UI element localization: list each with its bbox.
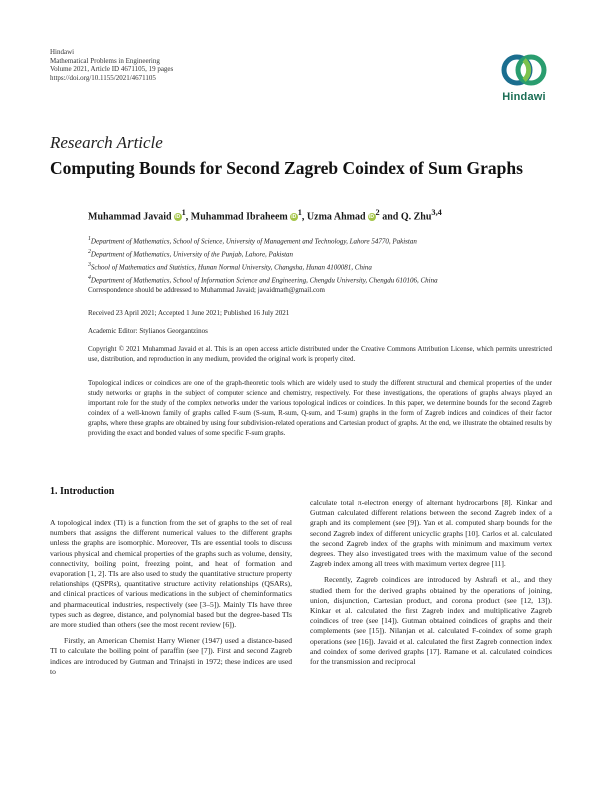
affiliations (88, 234, 558, 286)
journal-name: Mathematical Problems in Engineering (50, 56, 160, 65)
body-paragraph: Firstly, an American Chemist Harry Wiener (1947) used a distance-based TI to calculate the boiling point of paraffin (see [7]). First and second Zagreb indices are introduced by Gutman and Trinajsti in 1972; these indices are used to (50, 636, 292, 676)
right-column (310, 498, 552, 667)
orcid-icon[interactable]: iD (175, 214, 181, 221)
article-type: Research Article (50, 133, 163, 152)
orcid-icon[interactable]: iD (369, 214, 375, 221)
author-affiliation-mark: 2 (375, 208, 380, 217)
publication-dates: Received 23 April 2021; Accepted 1 June 2021; Published 16 July 2021 (88, 309, 290, 317)
publisher-name: Hindawi (50, 48, 75, 56)
author-name[interactable]: and Q. Zhu (382, 211, 432, 223)
copyright-notice: Copyright © 2021 Muhammad Javaid et al. This is an open access article distributed under the Creative Commons Attribution License, which permits unrestricted use, distribution, and reproduction in any medium, provided the original work is properly cited. (88, 345, 552, 363)
author-affiliation-mark: 1 (297, 208, 302, 217)
author-affiliation-mark: 1 (181, 208, 186, 217)
body-paragraph: calculate total π-electron energy of alternant hydrocarbons [8]. Kinkar and Gutman calculated different relations between the second Zagreb index of a graph and its complement (see [9]). Yan et al. computed sharp bounds for the second Zagreb index of different unicyclic graphs [10]. Carlos et al. calculated the second Zagreb index of the graphs with minimum and maximum vertex degrees. They also investigated trees with the maximum value of the second Zagreb index among all trees with maximum vertex degree [11]. (310, 498, 552, 569)
affiliation-item: $^4$Department of Mathematics, School of Information Science and Engineering, Chengdu University, Chengdu 610106, China (88, 275, 438, 285)
body-paragraph: A topological index (TI) is a function from the set of graphs to the set of real numbers that assigns the different numerical values to the different graphs unless the graphs are isomorphic. Moreover, TIs are essential tools to discuss various physical and chemical properties of the graphs such as volume, density, connectivity, boiling point, freezing point, and heat of formation and evaporation [1, 2]. TIs are also used to study the quantitative structure property relationships (QSPRs), quantitative structure activity relationships (QSARs), and clinical practices of various medications in the subject of cheminformatics and pharmaceutical industries, respectively (see [3–5]). Mainly TIs have three types such as degree, distance, and polynomial based but the degree-based TIs are more studied than others (see the most recent review [6]). (50, 518, 292, 630)
volume-info: Volume 2021, Article ID 4671105, 19 pages (50, 65, 174, 74)
author-name[interactable]: Muhammad Javaid (88, 211, 172, 223)
abstract-text: Topological indices or coindices are one of the graph-theoretic tools which are widely used to study the different structural and chemical properties of the under study networks or graphs in the subject of computer science and chemistry, respectively. For these investigations, the operations of graphs always played an important role for the study of the complex networks under the various topological indices or coindices. In this paper, we determine bounds for the second Zagreb coindex of a well-known family of graphs called F-sum (S-sum, R-sum, Q-sum, and T-sum) graphs in the form of Zagreb indices and coindices of their factor graphs, where these graphs are obtained by using four subdivision-related operations and Cartesian product of graphs. At the end, we illustrate the obtained results by providing the exact and bonded values of some specific F-sum graphs. (88, 379, 552, 437)
academic-editor: Academic Editor: Stylianos Georgantzinos (88, 327, 208, 335)
correspondence-note: Correspondence should be addressed to Muhammad Javaid; javaidmath@gmail.com (88, 286, 325, 294)
affiliation-item: $^2$Department of Mathematics, University of the Punjab, Lahore, Pakistan (88, 249, 294, 259)
doi-link[interactable]: https://doi.org/10.1155/2021/4671105 (50, 73, 156, 82)
left-column (50, 518, 292, 677)
author-name[interactable]: Muhammad Ibraheem (190, 211, 288, 223)
author-name[interactable]: Uzma Ahmad (306, 211, 366, 223)
author-affiliation-mark: 3,4 (431, 208, 442, 217)
journal-meta (50, 48, 173, 82)
affiliation-item: $^3$School of Mathematics and Statistics, Hunan Normal University, Changsha, Hunan 4100081, China (88, 262, 372, 272)
section-heading: 1. Introduction (50, 486, 115, 497)
orcid-icon[interactable]: iD (291, 214, 297, 221)
logo-wordmark: Hindawi (502, 91, 546, 103)
author-list: Muhammad Javaid $iD^1$, Muhammad Ibraheem $iD^1$, Uzma Ahmad $iD^2$ and Q. Zhu$^{3,4}$ (88, 208, 442, 223)
body-paragraph: Recently, Zagreb coindices are introduced by Ashrafi et al., and they studied them for the derived graphs obtained by the operations of joining, union, disjunction, Cartesian product, and corona product (see [12, 13]). Kinkar et al. calculated the first Zagreb index and multiplicative Zagreb coindices of tree (see [14]). Gutman obtained coindices of graphs and their complements (see [15]). Nilanjan et al. calculated F-coindex of some graph operations (see [16]). Javaid et al. calculated the first Zagreb connection index and coindex of some derived graphs [17]. Ramane et al. calculated coindices for the transmission and reciprocal (310, 575, 552, 667)
article-title: Computing Bounds for Second Zagreb Coindex of Sum Graphs (50, 158, 523, 178)
affiliation-item: $^1$Department of Mathematics, School of Science, University of Management and Technology, Lahore 54770, Pakistan (88, 236, 417, 246)
